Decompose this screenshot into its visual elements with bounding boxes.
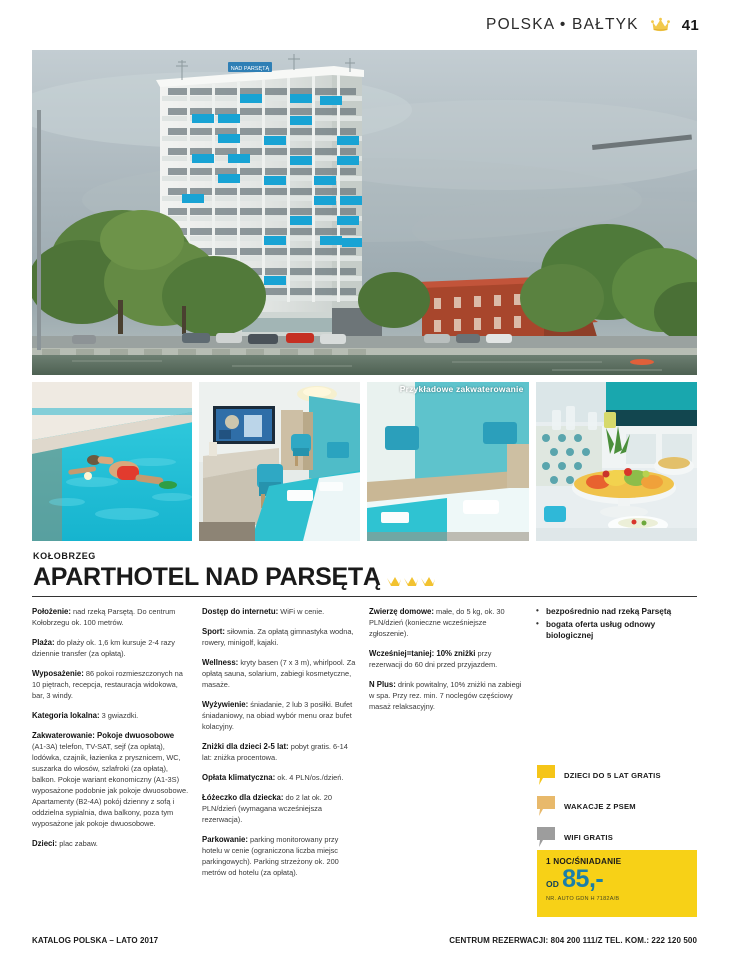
badge-label: WAKACJE Z PSEM <box>564 801 636 811</box>
detail-paragraph: Parkowanie: parking monitorowany przy hotelu w cenie (ograniczona liczba miejsc parkingowych). Parking strzeżony ok. 200 metrów od hotelu (za opłatą). <box>202 835 339 877</box>
price-heading: 1 NOC/ŚNIADANIE <box>546 857 622 866</box>
detail-paragraph: Sport: siłownia. Za opłatą gimnastyka wodna, rowery, minigolf, kajaki. <box>202 627 354 647</box>
speech-bubble-icon <box>537 827 555 847</box>
hero-photo <box>32 50 697 375</box>
header-region-title: POLSKA • BAŁTYK <box>486 16 639 33</box>
star-rating <box>386 575 436 587</box>
detail-paragraph: Wcześniej=taniej: 10% zniżki przy rezerwacji do 60 dni przed przyjazdem. <box>369 649 498 669</box>
price-amount-row <box>546 867 688 892</box>
price-box <box>537 850 697 917</box>
column-one <box>32 606 202 887</box>
gallery-caption: Przykładowe zakwaterowanie <box>399 384 524 394</box>
page-footer <box>32 936 697 945</box>
detail-paragraph: Dostęp do internetu: WiFi w cenie. <box>202 607 325 616</box>
detail-paragraph: Wellness: kryty basen (7 x 3 m), whirlpool. Za opłatą sauna, solarium, zabiegi kosmetyczne, masaże. <box>202 658 356 689</box>
highlight-item: • bezpośrednio nad rzeką Parsętą <box>536 606 697 618</box>
page-title: APARTHOTEL NAD PARSĘTĄ <box>33 563 381 591</box>
detail-paragraph: N Plus: drink powitalny, 10% zniżki na zabiegi w spa. Przy rez. min. 7 noclegów częściowy masaż relaksacyjny. <box>369 680 522 711</box>
highlight-item: • bogata oferta usług odnowy biologicznej <box>536 619 697 642</box>
city-label: KOŁOBRZEG <box>33 551 96 561</box>
detail-paragraph: Wyposażenie: 86 pokoi rozmieszczonych na 10 piętrach, recepcja, restauracja widokowa, bar, 3 windy. <box>32 669 183 700</box>
speech-bubble-icon <box>537 765 555 785</box>
pool-photo <box>32 382 192 541</box>
detail-paragraph: Kategoria lokalna: 3 gwiazdki. <box>32 711 139 720</box>
column-three <box>369 606 536 887</box>
detail-paragraph: Wyżywienie: śniadanie, 2 lub 3 posiłki. Bufet śniadaniowy, na obiad wybór menu oraz bufet kolacyjny. <box>202 700 353 731</box>
detail-paragraph: Zniżki dla dzieci 2-5 lat: pobyt gratis. 6-14 lat: zniżka procentowa. <box>202 742 348 762</box>
speech-bubble-icon <box>537 796 555 816</box>
price-amount: 85,- <box>562 865 604 893</box>
detail-paragraph: Plaża: do plaży ok. 1,6 km kursuje 2-4 razy dziennie transfer (za opłatą). <box>32 638 175 658</box>
detail-paragraph: Opłata klimatyczna: ok. 4 PLN/os./dzień. <box>202 773 344 782</box>
badge-label: DZIECI DO 5 LAT GRATIS <box>564 770 661 780</box>
badge-wifi-free <box>537 827 702 847</box>
highlights-list <box>536 606 697 642</box>
price-offer-code: NR. AUTO GDN H 7182A/B <box>546 896 620 902</box>
badge-pets-allowed <box>537 796 702 816</box>
photo-gallery <box>32 382 697 541</box>
crown-icon <box>651 17 670 33</box>
badge-children-free <box>537 765 702 785</box>
footer-catalog-label: KATALOG POLSKA – LATO 2017 <box>32 936 159 945</box>
column-two <box>202 606 369 887</box>
detail-paragraph: Dzieci: plac zabaw. <box>32 839 98 848</box>
offer-badges <box>537 765 702 858</box>
svg-text:NAD PARSĘTĄ: NAD PARSĘTĄ <box>230 66 270 72</box>
room-photo-1 <box>199 382 361 541</box>
footer-reservation-contact: CENTRUM REZERWACJI: 804 200 111/Z TEL. KOM.: 222 120 500 <box>449 936 697 945</box>
hotel-title-row <box>33 563 436 592</box>
title-divider <box>32 596 697 597</box>
detail-paragraph: Zwierzę domowe: małe, do 5 kg, ok. 30 PLN/dzień (konieczne wcześniejsze zgłoszenie). <box>369 607 505 638</box>
page-number: 41 <box>681 16 699 34</box>
page-header <box>486 16 699 34</box>
detail-paragraph: Położenie: nad rzeką Parsętą. Do centrum Kołobrzegu ok. 100 metrów. <box>32 607 176 627</box>
detail-paragraph: Zakwaterowanie: Pokoje dwuosobowe (A1-3A) telefon, TV-SAT, sejf (za opłatą), lodówka, czajnik, łazienka z prysznicem, WC, suszarka do włosów, szlafroki (za opłatą), balkon. Pokoje wariant ekonomiczny (A1-3S) wyposażone podobnie jak pokoje dwuosobowe. Apartamenty (B2-4A) pokój dzienny z sofą i oddzielna sypialnia, dwa balkony, poza tym wyposażone jak pokoje dwuosobowe. <box>32 731 189 828</box>
room-photo-2 <box>367 382 529 541</box>
buffet-photo <box>536 382 698 541</box>
detail-paragraph: Łóżeczko dla dziecka: do 2 lat ok. 20 PLN/dzień (wymagana wcześniejsza rezerwacja). <box>202 793 332 824</box>
badge-label: WIFI GRATIS <box>564 832 614 842</box>
price-from-label: OD <box>546 879 560 889</box>
